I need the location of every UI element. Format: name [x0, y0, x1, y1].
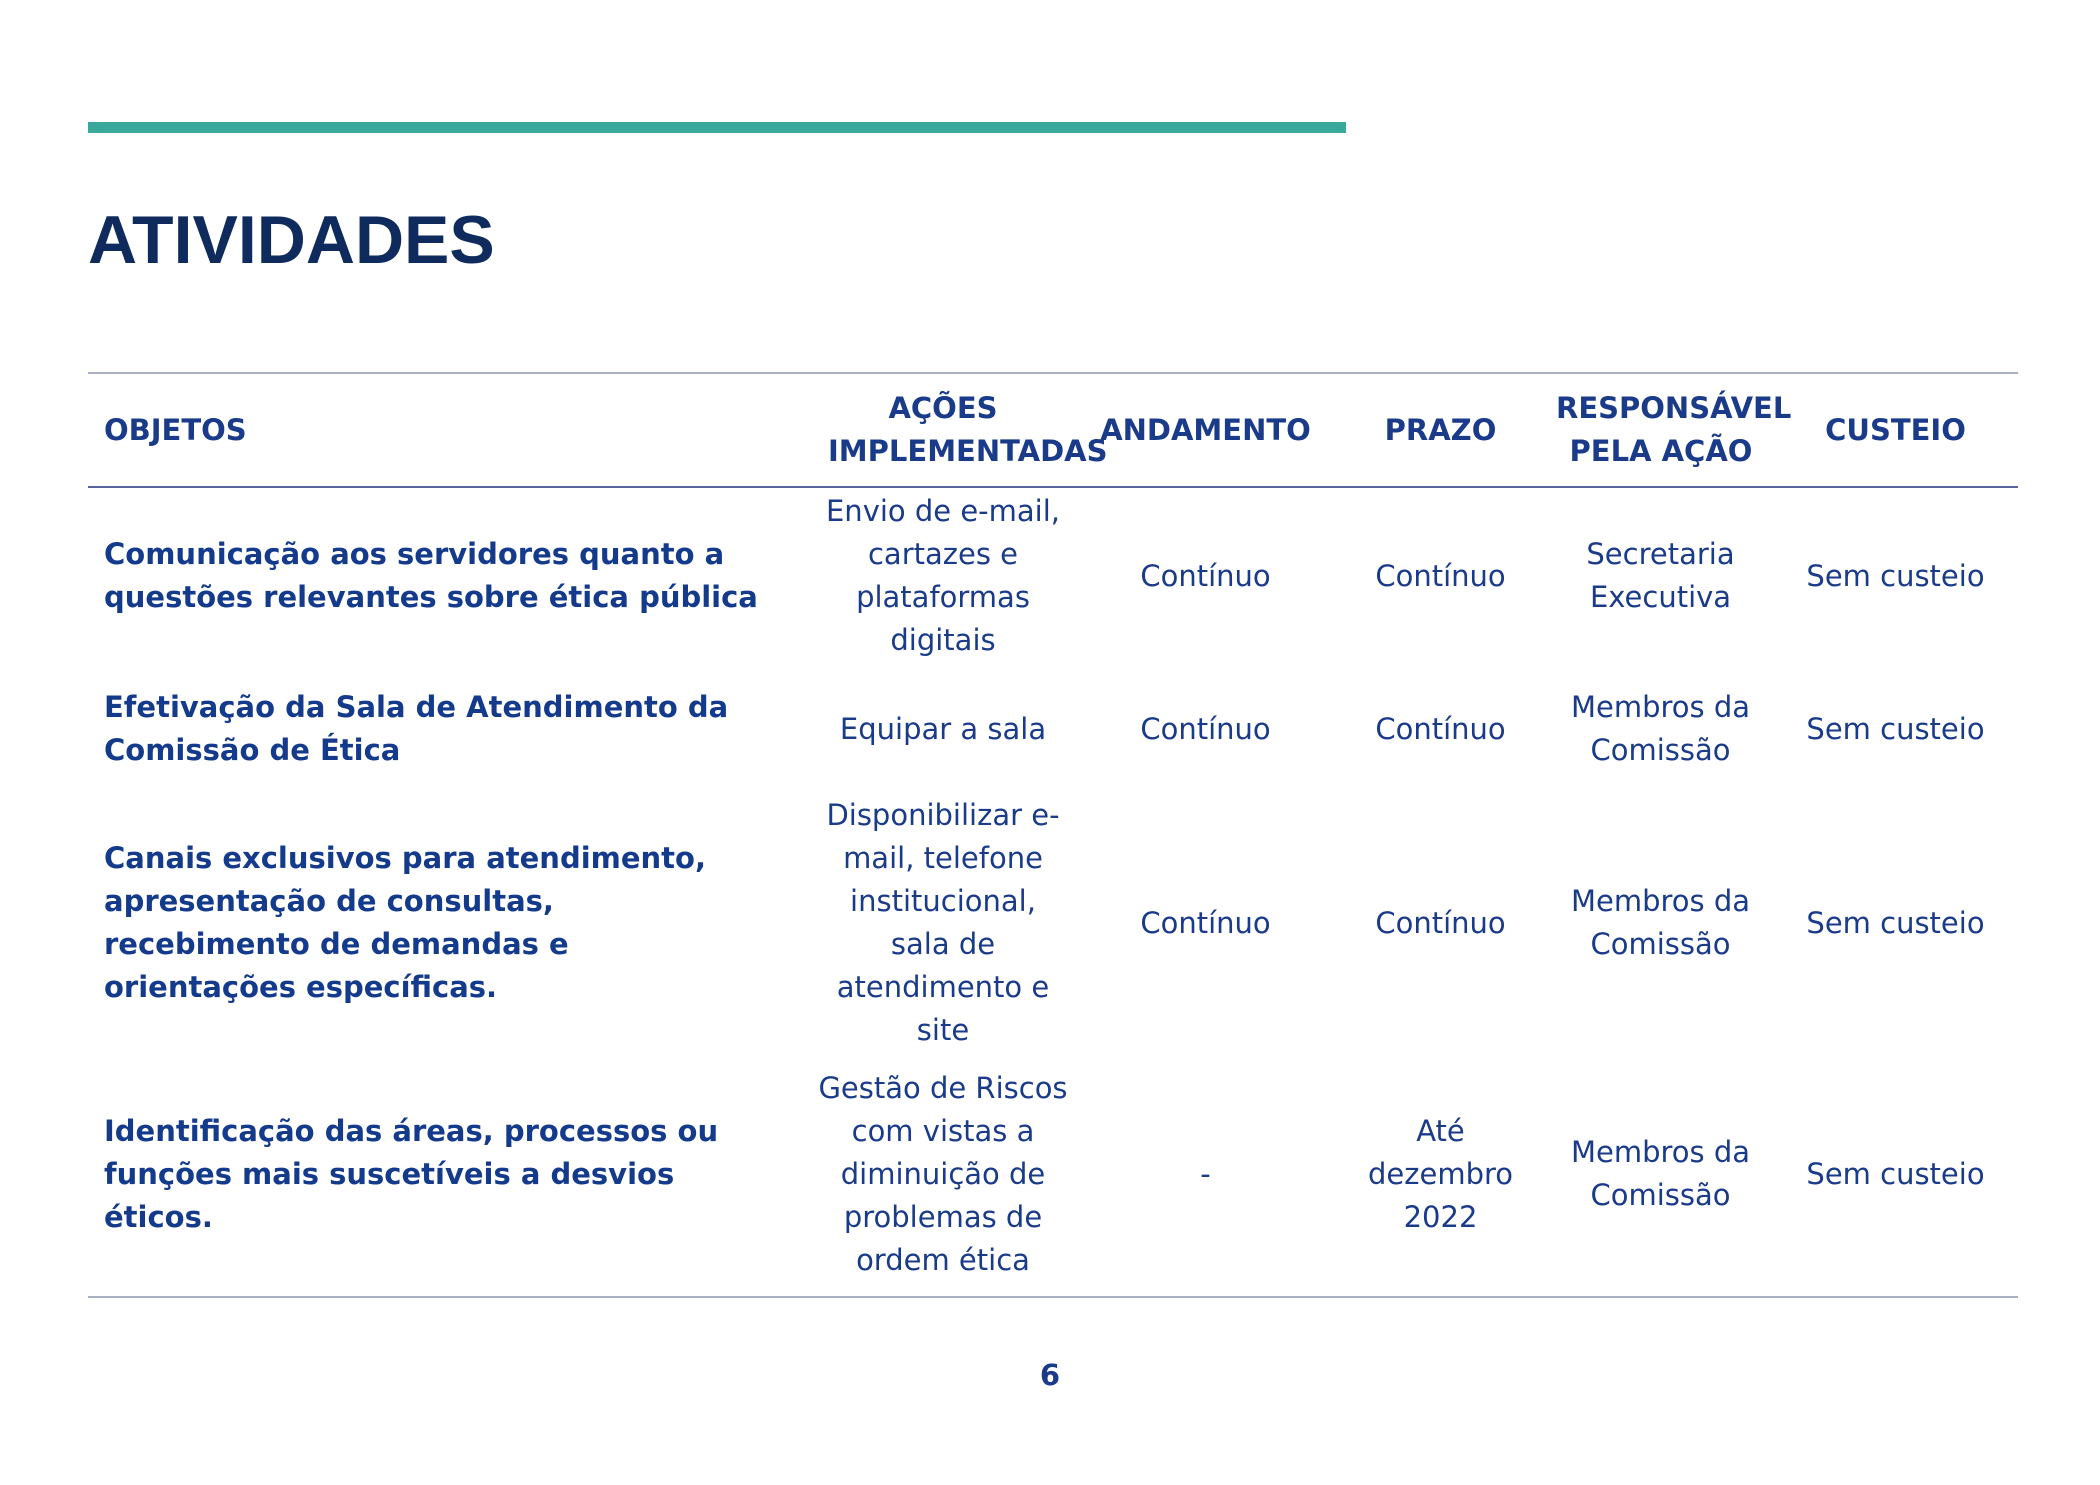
- cell-responsavel-text: Membros da Comissão: [1570, 884, 1751, 961]
- header-objetos: OBJETOS: [88, 373, 808, 487]
- cell-acoes: [808, 1052, 1078, 1297]
- cell-objeto-text: Canais exclusivos para atendimento, apresentação de consultas, recebimento de demandas e orientações específicas.: [104, 841, 706, 1004]
- cell-acoes: [808, 487, 1078, 664]
- cell-responsavel: [1548, 1052, 1773, 1297]
- cell-responsavel-text: Secretaria Executiva: [1586, 537, 1735, 614]
- header-responsavel: [1548, 373, 1792, 487]
- cell-acoes: [808, 794, 1078, 1052]
- cell-andamento: Contínuo: [1140, 558, 1271, 593]
- table-row: [88, 487, 2018, 664]
- cell-acoes-text: Equipar a sala: [839, 711, 1047, 746]
- cell-prazo: Contínuo: [1375, 905, 1506, 940]
- table-header-row: [88, 373, 2018, 487]
- page-number: 6: [1039, 1358, 1061, 1392]
- header-acoes-label: AÇÕES IMPLEMENTADAS: [828, 391, 1108, 468]
- cell-acoes-text: Gestão de Riscos com vistas a diminuição de problemas de ordem ética: [818, 1070, 1068, 1277]
- page-title: ATIVIDADES: [88, 202, 495, 278]
- header-custeio: CUSTEIO: [1773, 373, 2018, 487]
- cell-prazo-text: Até dezembro 2022: [1368, 1113, 1513, 1234]
- cell-objeto-text: Comunicação aos servidores quanto a questões relevantes sobre ética pública: [104, 537, 758, 614]
- top-accent-bar: [88, 122, 1346, 133]
- cell-prazo: [1333, 1052, 1548, 1297]
- cell-responsavel-text: Membros da Comissão: [1570, 690, 1751, 767]
- table-row: [88, 664, 2018, 794]
- cell-custeio: Sem custeio: [1773, 1052, 2018, 1297]
- cell-prazo: Contínuo: [1375, 558, 1506, 593]
- cell-custeio: Sem custeio: [1806, 558, 1985, 593]
- cell-responsavel: [1548, 794, 1773, 1052]
- activities-table: [88, 372, 2018, 1298]
- table-row: [88, 1052, 2018, 1297]
- cell-responsavel: [1548, 487, 1773, 664]
- cell-andamento: -: [1078, 1052, 1333, 1297]
- header-prazo: PRAZO: [1333, 373, 1548, 487]
- cell-objeto: [88, 487, 808, 664]
- header-acoes-implementadas: [808, 373, 1108, 487]
- cell-andamento: Contínuo: [1140, 711, 1271, 746]
- table-row: [88, 794, 2018, 1052]
- cell-responsavel-text: Membros da Comissão: [1570, 1135, 1751, 1212]
- cell-objeto: [88, 794, 808, 1052]
- cell-acoes: [808, 664, 1078, 794]
- cell-objeto-text: Efetivação da Sala de Atendimento da Comissão de Ética: [104, 690, 729, 767]
- cell-acoes-text: Envio de e-mail, cartazes e plataformas digitais: [825, 494, 1060, 657]
- cell-responsavel: [1548, 664, 1773, 794]
- cell-acoes-text: Disponibilizar e-mail, telefone institucional, sala de atendimento e site: [826, 798, 1060, 1047]
- cell-objeto: [88, 1052, 808, 1297]
- cell-prazo: Contínuo: [1375, 711, 1506, 746]
- cell-objeto-text: Identificação das áreas, processos ou funções mais suscetíveis a desvios éticos.: [104, 1113, 719, 1234]
- header-andamento: ANDAMENTO: [1078, 373, 1333, 487]
- cell-custeio: Sem custeio: [1806, 905, 1985, 940]
- cell-custeio: Sem custeio: [1806, 711, 1985, 746]
- header-responsavel-label: RESPONSÁVEL PELA AÇÃO: [1556, 391, 1792, 468]
- cell-objeto: [88, 664, 808, 794]
- cell-andamento: Contínuo: [1140, 905, 1271, 940]
